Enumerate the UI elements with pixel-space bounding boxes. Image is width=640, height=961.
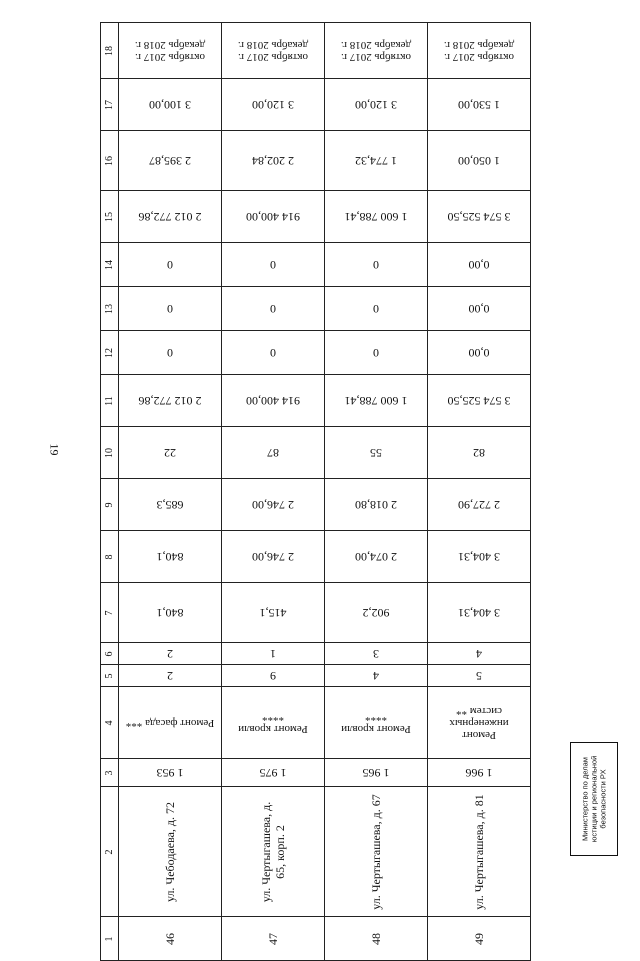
value-c15: 3 574 525,50 bbox=[447, 209, 511, 224]
column-band-1 bbox=[101, 917, 531, 961]
value-c7: 415,1 bbox=[259, 605, 287, 620]
value-c6: 4 bbox=[476, 646, 482, 661]
value-c16: 1 774,32 bbox=[355, 153, 397, 168]
value-address: ул. Чертыгашева, д. 81 bbox=[472, 793, 486, 910]
cell-row-48-col-7 bbox=[325, 583, 428, 643]
cell-row-48-col-1 bbox=[325, 917, 428, 961]
value-address: ул. Чертыгашева, д. 65, корп. 2 bbox=[259, 801, 287, 902]
cell-row-46-col-15 bbox=[119, 191, 222, 243]
column-band-4 bbox=[101, 687, 531, 759]
column-number: 11 bbox=[103, 395, 115, 406]
column-number: 2 bbox=[103, 849, 115, 854]
cell-row-46-col-1 bbox=[119, 917, 222, 961]
cell-row-46-col-4 bbox=[119, 687, 222, 759]
column-number: 17 bbox=[103, 99, 115, 110]
column-number-cell bbox=[101, 287, 119, 331]
value-c13: 0 bbox=[373, 301, 379, 316]
cell-row-46-col-3 bbox=[119, 759, 222, 787]
cell-row-48-col-2 bbox=[325, 787, 428, 917]
cell-row-48-col-4 bbox=[325, 687, 428, 759]
value-c11: 1 600 788,41 bbox=[344, 393, 408, 408]
cell-row-46-col-6 bbox=[119, 643, 222, 665]
column-number: 4 bbox=[103, 720, 115, 725]
column-number: 9 bbox=[103, 502, 115, 507]
page-number: 19 bbox=[47, 443, 62, 456]
cell-row-49-col-1 bbox=[428, 917, 531, 961]
cell-row-46-col-5 bbox=[119, 665, 222, 687]
cell-row-47-col-15 bbox=[222, 191, 325, 243]
cell-row-49-col-6 bbox=[428, 643, 531, 665]
cell-row-46-col-2 bbox=[119, 787, 222, 917]
column-band-9 bbox=[101, 479, 531, 531]
cell-row-47-col-7 bbox=[222, 583, 325, 643]
cell-row-47-col-9 bbox=[222, 479, 325, 531]
cell-row-47-col-17 bbox=[222, 79, 325, 131]
cell-row-46-col-7 bbox=[119, 583, 222, 643]
value-c8: 840,1 bbox=[156, 549, 184, 564]
cell-row-49-col-9 bbox=[428, 479, 531, 531]
cell-row-46-col-17 bbox=[119, 79, 222, 131]
column-band-17 bbox=[101, 79, 531, 131]
value-c9: 685,3 bbox=[156, 497, 184, 512]
cell-row-49-col-7 bbox=[428, 583, 531, 643]
value-c17: 3 120,00 bbox=[252, 97, 294, 112]
value-c14: 0 bbox=[270, 257, 276, 272]
cell-row-47-col-16 bbox=[222, 131, 325, 191]
cell-row-47-col-5 bbox=[222, 665, 325, 687]
column-number: 12 bbox=[103, 347, 115, 358]
cell-row-46-col-14 bbox=[119, 243, 222, 287]
value-c6: 1 bbox=[270, 646, 276, 661]
column-band-2 bbox=[101, 787, 531, 917]
cell-row-48-col-10 bbox=[325, 427, 428, 479]
cell-row-48-col-18 bbox=[325, 23, 428, 79]
cell-row-48-col-11 bbox=[325, 375, 428, 427]
cell-row-47-col-4 bbox=[222, 687, 325, 759]
stamp-text: Министерство по делам юстиции и региональной безопасности РХ bbox=[580, 755, 608, 843]
cell-row-48-col-16 bbox=[325, 131, 428, 191]
column-band-12 bbox=[101, 331, 531, 375]
cell-row-47-col-12 bbox=[222, 331, 325, 375]
cell-row-48-col-3 bbox=[325, 759, 428, 787]
column-number-cell bbox=[101, 759, 119, 787]
cell-row-47-col-6 bbox=[222, 643, 325, 665]
column-number-cell bbox=[101, 23, 119, 79]
value-period: октябрь 2017 г. декабрь 2018 г. bbox=[134, 38, 206, 63]
column-number-cell bbox=[101, 331, 119, 375]
cell-row-48-col-6 bbox=[325, 643, 428, 665]
cell-row-47-col-14 bbox=[222, 243, 325, 287]
value-c10: 87 bbox=[267, 445, 279, 460]
cell-row-47-col-3 bbox=[222, 759, 325, 787]
value-c13: 0 bbox=[167, 301, 173, 316]
cell-row-46-col-8 bbox=[119, 531, 222, 583]
value-c7: 3 404,31 bbox=[458, 605, 500, 620]
value-c12: 0 bbox=[373, 345, 379, 360]
value-c15: 914 400,00 bbox=[246, 209, 300, 224]
cell-row-48-col-12 bbox=[325, 331, 428, 375]
cell-row-49-col-15 bbox=[428, 191, 531, 243]
value-c17: 3 120,00 bbox=[355, 97, 397, 112]
cell-row-48-col-13 bbox=[325, 287, 428, 331]
column-number-cell bbox=[101, 643, 119, 665]
value-c9: 2 746,00 bbox=[252, 497, 294, 512]
cell-row-49-col-5 bbox=[428, 665, 531, 687]
cell-row-47-col-1 bbox=[222, 917, 325, 961]
value-c5: 2 bbox=[167, 668, 173, 683]
value-c11: 914 400,00 bbox=[246, 393, 300, 408]
column-number: 6 bbox=[103, 651, 115, 656]
column-number-cell bbox=[101, 427, 119, 479]
value-c17: 1 530,00 bbox=[458, 97, 500, 112]
value-period: октябрь 2017 г. декабрь 2018 г. bbox=[237, 38, 309, 63]
value-c14: 0 bbox=[167, 257, 173, 272]
column-number: 14 bbox=[103, 259, 115, 270]
value-c10: 82 bbox=[473, 445, 485, 460]
column-number: 7 bbox=[103, 610, 115, 615]
cell-row-49-col-17 bbox=[428, 79, 531, 131]
value-c13: 0 bbox=[270, 301, 276, 316]
value-c14: 0 bbox=[373, 257, 379, 272]
value-n: 47 bbox=[266, 932, 280, 945]
cell-row-49-col-10 bbox=[428, 427, 531, 479]
column-band-18 bbox=[101, 23, 531, 79]
value-c13: 0,00 bbox=[468, 301, 490, 316]
column-number-cell bbox=[101, 917, 119, 961]
value-c16: 2 202,84 bbox=[252, 153, 294, 168]
column-number: 1 bbox=[103, 936, 115, 941]
cell-row-47-col-10 bbox=[222, 427, 325, 479]
value-c16: 1 050,00 bbox=[458, 153, 500, 168]
cell-row-46-col-9 bbox=[119, 479, 222, 531]
cell-row-48-col-9 bbox=[325, 479, 428, 531]
cell-row-47-col-18 bbox=[222, 23, 325, 79]
value-address: ул. Чертыгашева, д. 67 bbox=[369, 793, 383, 910]
cell-row-49-col-4 bbox=[428, 687, 531, 759]
column-band-10 bbox=[101, 427, 531, 479]
cell-row-48-col-17 bbox=[325, 79, 428, 131]
value-c11: 3 574 525,50 bbox=[447, 393, 511, 408]
registration-stamp bbox=[570, 742, 618, 856]
cell-row-49-col-13 bbox=[428, 287, 531, 331]
value-c15: 2 012 772,86 bbox=[138, 209, 202, 224]
value-c8: 2 746,00 bbox=[252, 549, 294, 564]
value-c14: 0,00 bbox=[468, 257, 490, 272]
cell-row-47-col-13 bbox=[222, 287, 325, 331]
column-band-13 bbox=[101, 287, 531, 331]
value-year: 1 953 bbox=[156, 765, 184, 780]
column-band-5 bbox=[101, 665, 531, 687]
cell-row-46-col-10 bbox=[119, 427, 222, 479]
column-band-6 bbox=[101, 643, 531, 665]
value-c8: 2 074,00 bbox=[355, 549, 397, 564]
value-c12: 0 bbox=[270, 345, 276, 360]
column-band-16 bbox=[101, 131, 531, 191]
cell-row-49-col-16 bbox=[428, 131, 531, 191]
column-number-cell bbox=[101, 583, 119, 643]
column-number: 18 bbox=[103, 45, 115, 56]
value-work: Ремонт кровли **** bbox=[238, 710, 308, 735]
value-year: 1 965 bbox=[362, 765, 390, 780]
value-c16: 2 395,87 bbox=[149, 153, 191, 168]
column-number-cell bbox=[101, 79, 119, 131]
value-address: ул. Чебодаева, д. 72 bbox=[163, 801, 177, 902]
value-c10: 22 bbox=[164, 445, 176, 460]
column-band-7 bbox=[101, 583, 531, 643]
cell-row-48-col-15 bbox=[325, 191, 428, 243]
cell-row-49-col-11 bbox=[428, 375, 531, 427]
value-c7: 840,1 bbox=[156, 605, 184, 620]
column-number-cell bbox=[101, 243, 119, 287]
value-n: 46 bbox=[163, 932, 177, 945]
cell-row-46-col-16 bbox=[119, 131, 222, 191]
cell-row-49-col-3 bbox=[428, 759, 531, 787]
value-n: 49 bbox=[472, 932, 486, 945]
value-period: октябрь 2017 г. декабрь 2018 г. bbox=[340, 38, 412, 63]
cell-row-48-col-8 bbox=[325, 531, 428, 583]
value-n: 48 bbox=[369, 932, 383, 945]
cell-row-46-col-12 bbox=[119, 331, 222, 375]
column-band-11 bbox=[101, 375, 531, 427]
value-period: октябрь 2017 г. декабрь 2018 г. bbox=[443, 38, 515, 63]
cell-row-49-col-14 bbox=[428, 243, 531, 287]
value-c11: 2 012 772,86 bbox=[138, 393, 202, 408]
cell-row-46-col-11 bbox=[119, 375, 222, 427]
value-c5: 4 bbox=[373, 668, 379, 683]
column-number-cell bbox=[101, 479, 119, 531]
cell-row-49-col-12 bbox=[428, 331, 531, 375]
value-c9: 2 727,90 bbox=[458, 497, 500, 512]
column-number: 13 bbox=[103, 303, 115, 314]
value-work: Ремонт фасада *** bbox=[125, 716, 215, 729]
value-c15: 1 600 788,41 bbox=[344, 209, 408, 224]
column-number: 5 bbox=[103, 673, 115, 678]
value-work: Ремонт кровли **** bbox=[341, 710, 411, 735]
repair-schedule-table bbox=[100, 22, 531, 961]
column-number-cell bbox=[101, 531, 119, 583]
cell-row-46-col-18 bbox=[119, 23, 222, 79]
cell-row-47-col-2 bbox=[222, 787, 325, 917]
column-band-14 bbox=[101, 243, 531, 287]
cell-row-47-col-8 bbox=[222, 531, 325, 583]
value-c10: 55 bbox=[370, 445, 382, 460]
value-c8: 3 404,31 bbox=[458, 549, 500, 564]
column-number-cell bbox=[101, 787, 119, 917]
cell-row-49-col-2 bbox=[428, 787, 531, 917]
cell-row-48-col-5 bbox=[325, 665, 428, 687]
column-number-cell bbox=[101, 375, 119, 427]
column-number: 10 bbox=[103, 447, 115, 458]
value-c7: 902,2 bbox=[362, 605, 390, 620]
cell-row-49-col-18 bbox=[428, 23, 531, 79]
column-number: 8 bbox=[103, 554, 115, 559]
column-band-15 bbox=[101, 191, 531, 243]
column-number-cell bbox=[101, 687, 119, 759]
cell-row-46-col-13 bbox=[119, 287, 222, 331]
cell-row-48-col-14 bbox=[325, 243, 428, 287]
value-c12: 0 bbox=[167, 345, 173, 360]
cell-row-47-col-11 bbox=[222, 375, 325, 427]
column-number-cell bbox=[101, 191, 119, 243]
value-c5: 5 bbox=[476, 668, 482, 683]
value-work: Ремонт инженерных систем ** bbox=[449, 704, 509, 741]
value-c17: 3 100,00 bbox=[149, 97, 191, 112]
column-number: 16 bbox=[103, 155, 115, 166]
column-band-3 bbox=[101, 759, 531, 787]
value-c9: 2 018,80 bbox=[355, 497, 397, 512]
column-number-cell bbox=[101, 665, 119, 687]
value-c12: 0,00 bbox=[468, 345, 490, 360]
column-number: 3 bbox=[103, 770, 115, 775]
value-year: 1 966 bbox=[465, 765, 493, 780]
column-number-cell bbox=[101, 131, 119, 191]
value-c6: 2 bbox=[167, 646, 173, 661]
cell-row-49-col-8 bbox=[428, 531, 531, 583]
data-table bbox=[100, 22, 530, 945]
value-c6: 3 bbox=[373, 646, 379, 661]
column-band-8 bbox=[101, 531, 531, 583]
column-number: 15 bbox=[103, 211, 115, 222]
value-year: 1 975 bbox=[259, 765, 287, 780]
value-c5: 9 bbox=[270, 668, 276, 683]
